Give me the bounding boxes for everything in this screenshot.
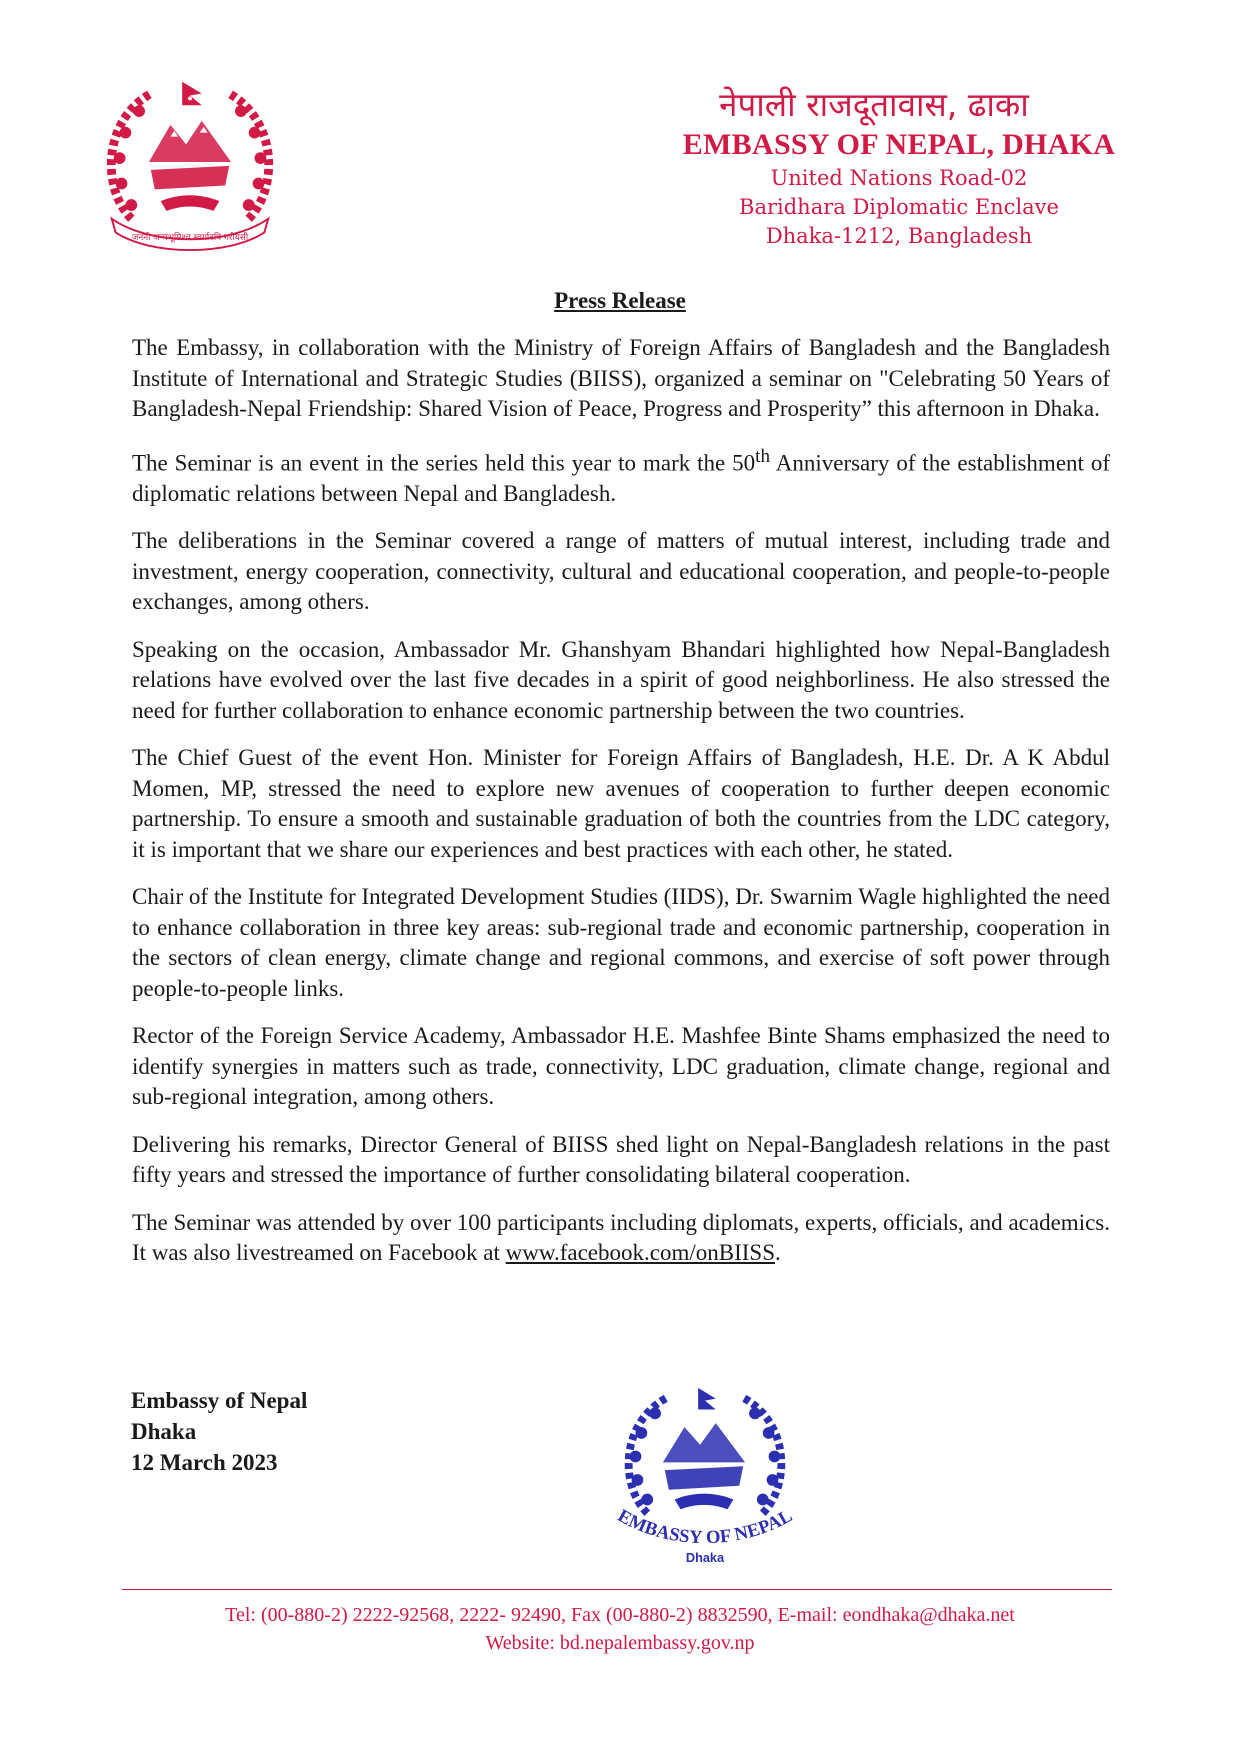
anniversary-superscript: th [755,445,771,467]
document-title: Press Release [554,288,686,313]
footer [0,1601,1240,1657]
signature-date: 12 March 2023 [131,1450,278,1475]
body-paragraph: Rector of the Foreign Service Academy, Ambassador H.E. Mashfee Binte Shams emphasized the need to identify synergies in matters such as trade, connectivity, LDC graduation, climate change, regional and sub-regional integration, among others. [132,1023,1110,1110]
press-release-body [132,333,1110,1286]
body-paragraph-closing [132,1208,1110,1269]
letterhead-address-line: Dhaka-1212, Bangladesh [765,224,1033,248]
footer-contact: Tel: (00-880-2) 2222-92568, 2222- 92490, Fax (00-880-2) 8832590, E-mail: eondhaka@dhaka.net [225,1604,1015,1626]
body-paragraph: Speaking on the occasion, Ambassador Mr. Ghanshyam Bhandari highlighted how Nepal-Bangladesh relations have evolved over the last five decades in a spirit of good neighborliness. He also stressed the need for further collaboration to enhance economic partnership between the two countries. [132,636,1110,723]
anniversary-text-after: Anniversary of the establishment of diplomatic relations between Nepal and Bangladesh. [132,450,1110,506]
body-paragraph: Chair of the Institute for Integrated Development Studies (IIDS), Dr. Swarnim Wagle highlighted the need to enhance collaboration in three key areas: sub-regional trade and economic partnership, cooperation in the sectors of clean energy, climate change and regional commons, and exercise of soft power through people-to-people links. [132,884,1110,1001]
body-paragraph-anniversary [132,442,1110,510]
letterhead-address-line: Baridhara Diplomatic Enclave [739,195,1059,219]
closing-end: . [775,1240,781,1266]
emblem-motto: जननी जन्मभूमिश्च स्वर्गादपि गरीयसी [131,233,249,244]
facebook-link[interactable]: www.facebook.com/onBIISS [505,1240,775,1266]
letterhead-embassy-name: EMBASSY OF NEPAL, DHAKA [682,128,1116,161]
body-paragraph: The Embassy, in collaboration with the Ministry of Foreign Affairs of Bangladesh and the Bangladesh Institute of International and Strategic Studies (BIISS), organized a seminar on "Celebrating 50 Years of Bangladesh-Nepal Friendship: Shared Vision of Peace, Progress and Prosperity” this afternoon in Dhaka. [132,335,1110,421]
signature-block [131,1385,307,1478]
body-paragraph: The deliberations in the Seminar covered a range of matters of mutual interest, including trade and investment, energy cooperation, connectivity, cultural and educational cooperation, and people-to-people exchanges, among others. [132,528,1110,615]
embassy-stamp-icon [612,1382,798,1572]
body-paragraph: Delivering his remarks, Director General of BIISS shed light on Nepal-Bangladesh relations in the past fifty years and stressed the importance of further consolidating bilateral cooperation. [132,1131,1110,1188]
footer-website: Website: bd.nepalembassy.gov.np [485,1632,755,1654]
letterhead-address-line: United Nations Road-02 [770,166,1028,190]
closing-text: The Seminar was attended by over 100 participants including diplomats, experts, officials, and academics. It was also livestreamed on Facebook at [132,1209,1110,1266]
stamp-city: Dhaka [685,1550,725,1566]
letterhead-nepali-title: नेपाली राजदूतावास, ढाका [719,85,1029,124]
letterhead [544,84,1144,251]
signature-city: Dhaka [131,1419,197,1444]
body-paragraph: The Chief Guest of the event Hon. Minister for Foreign Affairs of Bangladesh, H.E. Dr. A K Abdul Momen, MP, stressed the need to explore new avenues of cooperation to further deepen economic partnership. To ensure a smooth and sustainable graduation of both the countries from the LDC category, it is important that we share our experiences and best practices with each other, he stated. [132,745,1110,862]
footer-divider [122,1589,1112,1590]
nepal-emblem-icon [92,72,288,252]
anniversary-text-before: The Seminar is an event in the series held this year to mark the 50 [132,450,756,476]
signature-org: Embassy of Nepal [131,1388,308,1413]
stamp-text: EMBASSY OF NEPAL [614,1505,796,1549]
